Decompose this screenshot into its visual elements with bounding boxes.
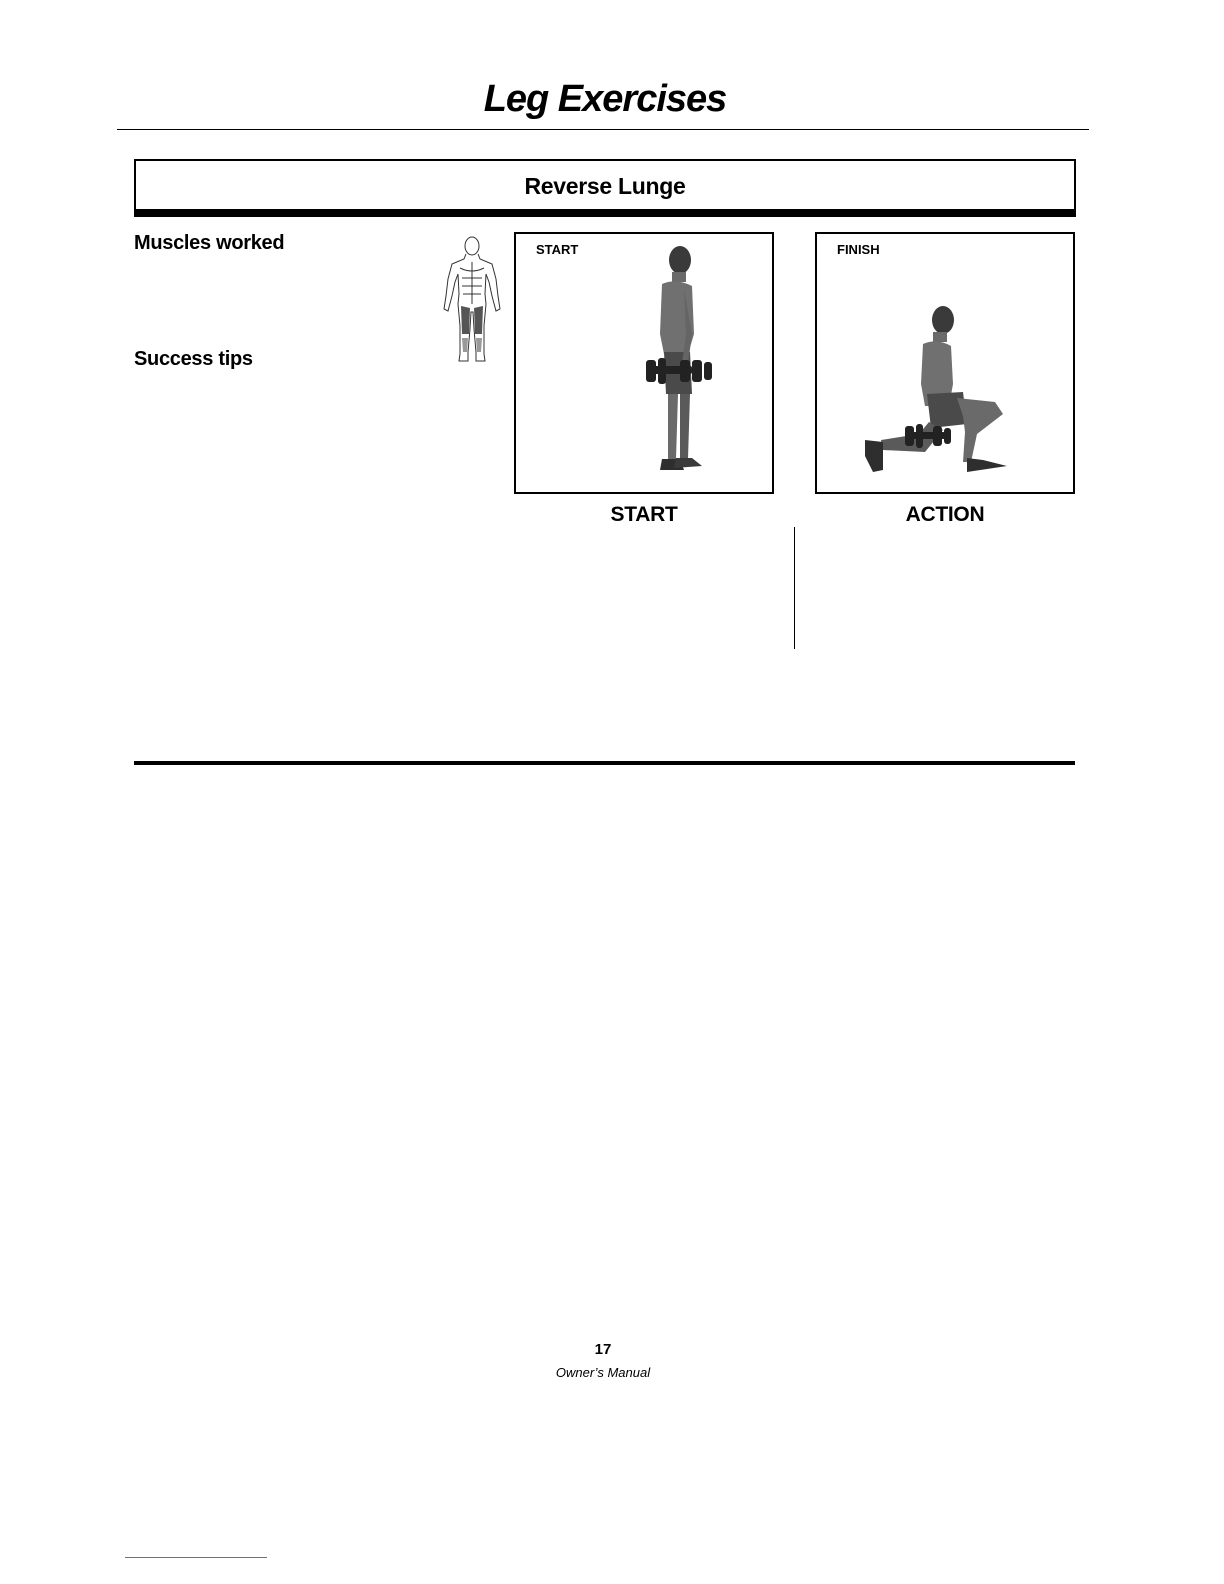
success-tips-heading: Success tips (134, 348, 253, 370)
muscle-chart-figure (440, 234, 504, 364)
finish-position-photo (815, 232, 1075, 494)
page-number: 17 (594, 1341, 612, 1358)
exercise-name: Reverse Lunge (524, 173, 686, 199)
exercise-header (134, 159, 1076, 217)
lunging-man-illustration (817, 234, 1073, 492)
section-bottom-rule (134, 761, 1075, 765)
column-divider (794, 527, 795, 649)
title-divider (117, 129, 1089, 130)
start-position-photo (514, 232, 774, 494)
finish-photo-tag: FINISH (837, 242, 880, 257)
action-column-heading: ACTION (905, 503, 985, 526)
corner-link-underline[interactable] (125, 1557, 267, 1558)
muscles-worked-heading: Muscles worked (134, 232, 285, 254)
start-column-heading: START (610, 503, 678, 526)
standing-man-illustration (516, 234, 772, 492)
start-photo-tag: START (536, 242, 579, 257)
manual-name: Owner’s Manual (555, 1365, 651, 1380)
page-title: Leg Exercises (483, 78, 727, 120)
